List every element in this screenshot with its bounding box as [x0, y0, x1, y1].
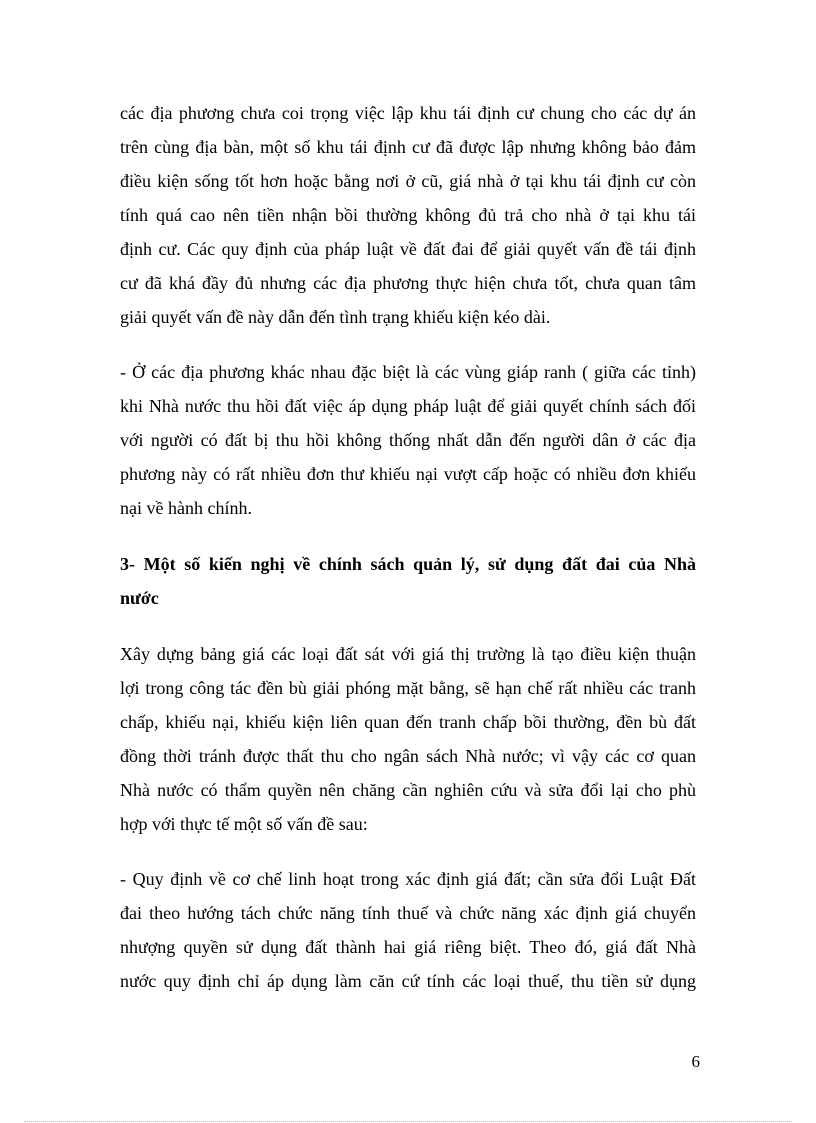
paragraph-line: trên cùng địa bàn, một số khu tái định cư đã được lập nhưng không bảo đảm [120, 137, 696, 157]
paragraph-line: đai theo hướng tách chức năng tính thuế và chức năng xác định giá chuyển [120, 903, 696, 923]
heading-line: nước [120, 588, 159, 608]
paragraph-line: chấp, khiếu nại, khiếu kiện liên quan đến tranh chấp bồi thường, đền bù đất [120, 712, 696, 732]
page-number: 6 [691, 1052, 700, 1071]
paragraph-line: định cư. Các quy định của pháp luật về đất đai để giải quyết vấn đề tái định [120, 239, 696, 259]
paragraph-line: - Ở các địa phương khác nhau đặc biệt là các vùng giáp ranh ( giữa các tỉnh) [120, 362, 696, 382]
paragraph-line: nước quy định chỉ áp dụng làm căn cứ tính các loại thuế, thu tiền sử dụng [120, 971, 696, 991]
page-bottom-dotted-line [24, 1121, 792, 1122]
paragraph-line: hợp với thực tế một số vấn đề sau: [120, 814, 368, 834]
paragraph-line: - Quy định về cơ chế linh hoạt trong xác định giá đất; cần sửa đổi Luật Đất [120, 869, 696, 889]
paragraph-line: đồng thời tránh được thất thu cho ngân sách Nhà nước; vì vậy các cơ quan [120, 746, 696, 766]
heading-line: 3- Một số kiến nghị về chính sách quản lý, sử dụng đất đai của Nhà [120, 554, 696, 574]
paragraph-line: Xây dựng bảng giá các loại đất sát với giá thị trường là tạo điều kiện thuận [120, 644, 696, 664]
paragraph-line: điều kiện sống tốt hơn hoặc bằng nơi ở cũ, giá nhà ở tại khu tái định cư còn [120, 171, 696, 191]
paragraph-line: phương này có rất nhiều đơn thư khiếu nại vượt cấp hoặc có nhiều đơn khiếu [120, 464, 696, 484]
paragraph-line: với người có đất bị thu hồi không thống nhất dẫn đến người dân ở các địa [120, 430, 696, 450]
paragraph-line: Nhà nước có thẩm quyền nên chăng cần nghiên cứu và sửa đổi lại cho phù [120, 780, 696, 800]
paragraph-line: nại về hành chính. [120, 498, 252, 518]
paragraph-line: nhượng quyền sử dụng đất thành hai giá riêng biệt. Theo đó, giá đất Nhà [120, 937, 696, 957]
paragraph-line: giải quyết vấn đề này dẫn đến tình trạng khiếu kiện kéo dài. [120, 307, 551, 327]
paragraph-line: các địa phương chưa coi trọng việc lập khu tái định cư chung cho các dự án [120, 103, 696, 123]
paragraph-line: tính quá cao nên tiền nhận bồi thường không đủ trả cho nhà ở tại khu tái [120, 205, 696, 225]
paragraph-line: lợi trong công tác đền bù giải phóng mặt bằng, sẽ hạn chế rất nhiều các tranh [120, 678, 696, 698]
paragraph-line: khi Nhà nước thu hồi đất việc áp dụng pháp luật để giải quyết chính sách đối [120, 396, 696, 416]
paragraph-line: cư đã khá đầy đủ nhưng các địa phương thực hiện chưa tốt, chưa quan tâm [120, 273, 696, 293]
